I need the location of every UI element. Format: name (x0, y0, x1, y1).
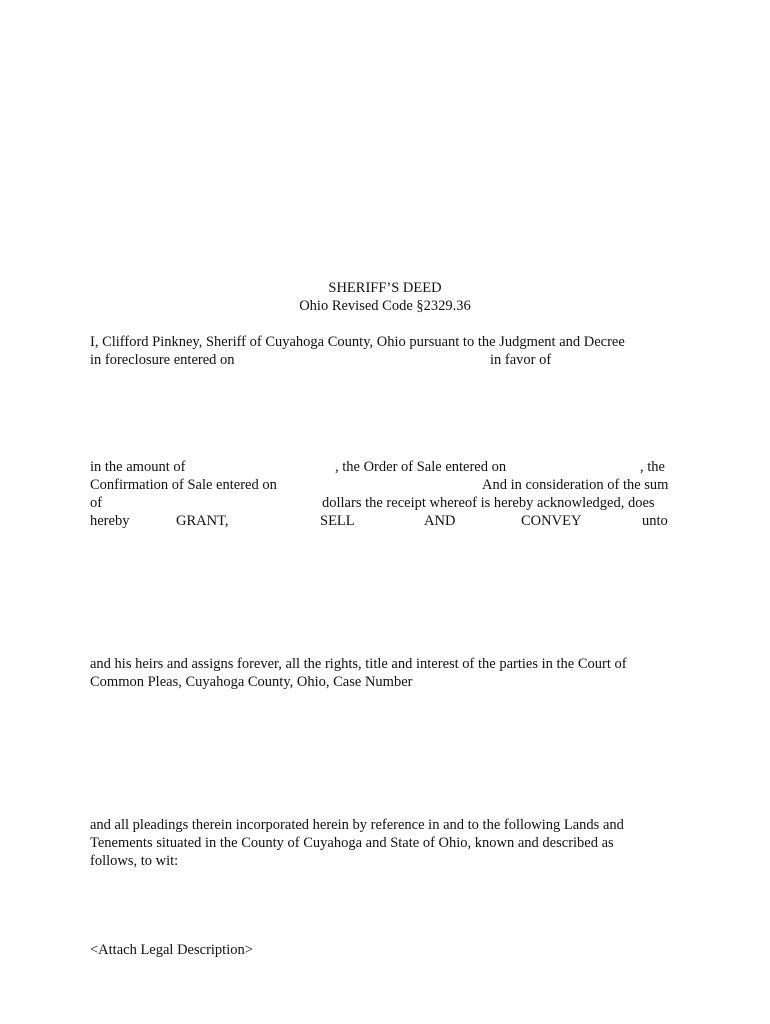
deed-subtitle: Ohio Revised Code §2329.36 (299, 298, 471, 314)
attach-legal-description: <Attach Legal Description> (90, 942, 253, 958)
para2-unto: unto (642, 513, 668, 529)
para2-grant: GRANT, (176, 513, 229, 529)
para2-receipt: dollars the receipt whereof is hereby acknowledged, does (322, 495, 655, 511)
para2-order-of-sale: , the Order of Sale entered on (335, 459, 507, 475)
para2-amount-label: in the amount of (90, 459, 186, 475)
para2-convey: CONVEY (521, 513, 582, 529)
para2-consideration: And in consideration of the sum (482, 477, 669, 493)
para4-line2: Tenements situated in the County of Cuyahoga and State of Ohio, known and described as (90, 835, 614, 851)
para1-line1: I, Clifford Pinkney, Sheriff of Cuyahoga County, Ohio pursuant to the Judgment and Decree (90, 334, 625, 350)
para2-hereby: hereby (90, 513, 130, 529)
para2-and: AND (424, 513, 456, 529)
para2-sell: SELL (320, 513, 355, 529)
para2-of: of (90, 495, 103, 511)
para2-the: , the (640, 459, 665, 475)
para1-line2-end: in favor of (490, 352, 552, 368)
para3-line2: Common Pleas, Cuyahoga County, Ohio, Case Number (90, 674, 413, 690)
para3-line1: and his heirs and assigns forever, all the rights, title and interest of the parties in the Court of (90, 656, 627, 672)
para1-line2-start: in foreclosure entered on (90, 352, 235, 368)
para4-line3: follows, to wit: (90, 853, 179, 869)
para2-confirmation-label: Confirmation of Sale entered on (90, 477, 277, 493)
deed-title: SHERIFF’S DEED (328, 280, 442, 296)
para4-line1: and all pleadings therein incorporated herein by reference in and to the following Lands and (90, 817, 624, 833)
